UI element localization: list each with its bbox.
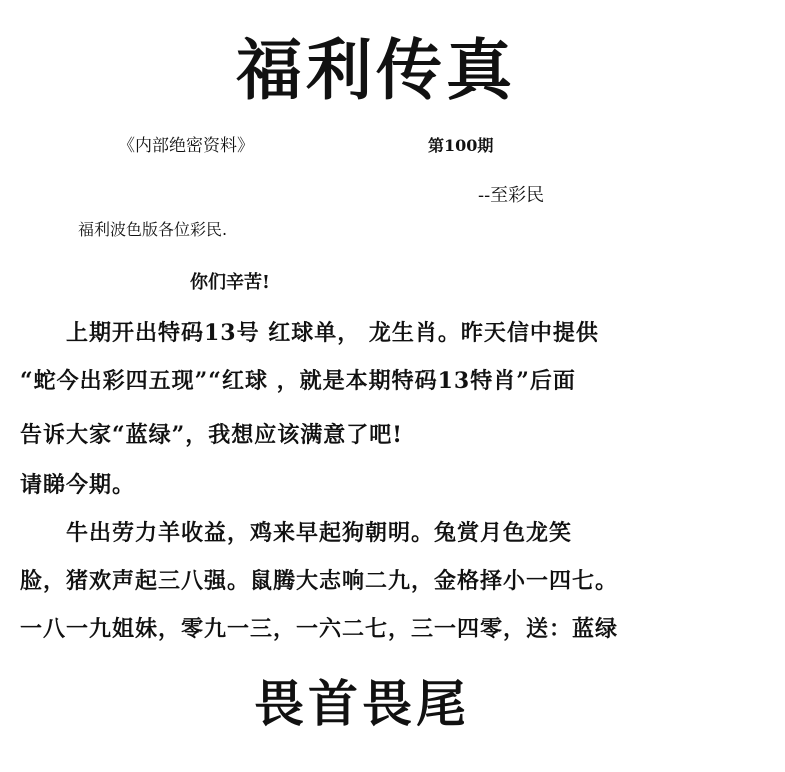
salute: 你们辛苦! (190, 272, 270, 293)
body-line: 脸，猪欢声起三八强。鼠腾大志响二九，金格择小一四七。 (20, 568, 619, 594)
page-title: 福利传真 (236, 31, 516, 109)
body-line: 请睇今期。 (20, 472, 136, 498)
body-line: 牛出劳力羊收益，鸡来早起狗朝明。兔赏月色龙笑 (20, 520, 573, 546)
body-line: “蛇今出彩四五现”“红球 ，就是本期特码13特肖”后面 (20, 368, 576, 394)
greeting: 福利波色版各位彩民. (78, 220, 228, 239)
subtitle: 《内部绝密资料》 (118, 136, 254, 156)
body-line: 告诉大家“蓝绿”，我想应该满意了吧! (20, 422, 403, 448)
signature: --至彩民 (478, 185, 545, 206)
body-line: 一八一九姐妹，零九一三，一六二七，三一四零，送：蓝绿 (20, 616, 619, 642)
body-line: 上期开出特码13号 红球单， 龙生肖。昨天信中提供 (20, 320, 599, 346)
footer-title: 畏首畏尾 (254, 674, 470, 733)
issue-number: 第100期 (428, 136, 494, 155)
